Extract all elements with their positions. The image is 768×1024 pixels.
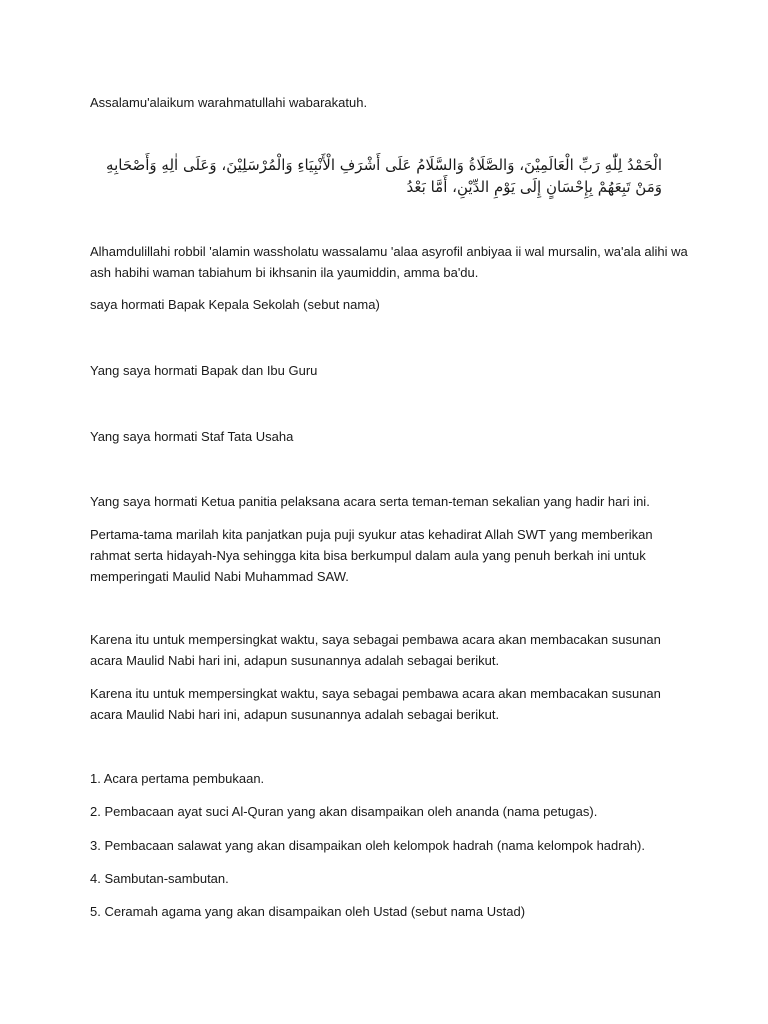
agenda-item: 4. Sambutan-sambutan.: [90, 871, 229, 886]
arabic-opening-text: الْحَمْدُ لِلّٰهِ رَبِّ الْعَالَمِيْنَ، وَالصَّلَاةُ وَالسَّلَامُ عَلَى أَشْرَفِ الْأَنْبِيَاءِ وَالْمُرْسَلِيْنَ، وَعَلَى اٰلِهِ وَأَصْحَابِهِ وَمَنْ تَبِعَهُمْ بِإِحْسَانٍ إِلَى يَوْمِ الدِّيْنِ، أَمَّا بَعْدُ: [106, 156, 662, 196]
intro-paragraph-1: Karena itu untuk mempersingkat waktu, saya sebagai pembawa acara akan membacakan susunan acara Maulid Nabi hari ini, adapun susunannya adalah sebagai berikut.: [90, 632, 661, 668]
respect-staff-text: Yang saya hormati Staf Tata Usaha: [90, 429, 294, 444]
transliteration-text: Alhamdulillahi robbil 'alamin wassholatu wassalamu 'alaa asyrofil anbiyaa ii wal mursalin, wa'ala alihi wa ash habihi waman tabiahum bi ikhsanin ila yaumiddin, amma ba'du.: [90, 244, 688, 280]
agenda-item: 2. Pembacaan ayat suci Al-Quran yang akan disampaikan oleh ananda (nama petugas).: [90, 804, 598, 819]
agenda-item: 5. Ceramah agama yang akan disampaikan oleh Ustad (sebut nama Ustad): [90, 904, 526, 919]
intro-paragraph-2: Karena itu untuk mempersingkat waktu, saya sebagai pembawa acara akan membacakan susunan acara Maulid Nabi hari ini, adapun susunannya adalah sebagai berikut.: [90, 686, 661, 722]
gratitude-paragraph: Pertama-tama marilah kita panjatkan puja puji syukur atas kehadirat Allah SWT yang memberikan rahmat serta hidayah-Nya sehingga kita bisa berkumpul dalam aula yang penuh berkah ini untuk memperingati Maulid Nabi Muhammad SAW.: [90, 527, 653, 584]
respect-teachers-text: Yang saya hormati Bapak dan Ibu Guru: [90, 363, 318, 378]
greeting-text: Assalamu'alaikum warahmatullahi wabarakatuh.: [90, 95, 368, 110]
agenda-item: 3. Pembacaan salawat yang akan disampaikan oleh kelompok hadrah (nama kelompok hadrah).: [90, 838, 645, 853]
agenda-item: 1. Acara pertama pembukaan.: [90, 771, 265, 786]
respect-principal-text: saya hormati Bapak Kepala Sekolah (sebut nama): [90, 297, 380, 312]
respect-committee-text: Yang saya hormati Ketua panitia pelaksana acara serta teman-teman sekalian yang hadir hari ini.: [90, 494, 650, 509]
